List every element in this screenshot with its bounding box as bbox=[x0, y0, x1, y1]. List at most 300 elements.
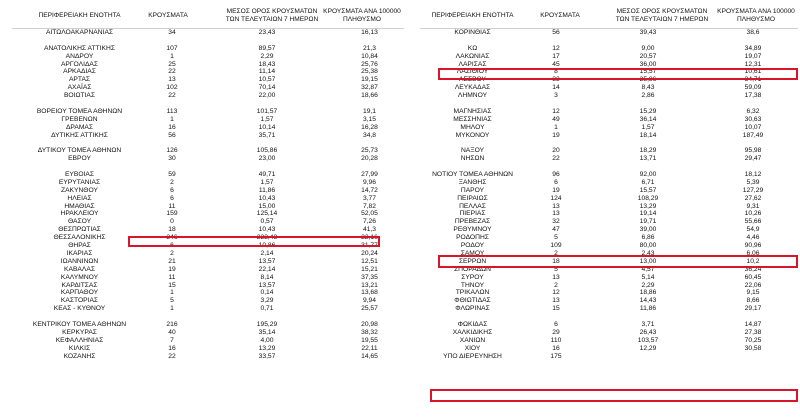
cases-cell: 13 bbox=[552, 297, 560, 305]
cases-cell: 49 bbox=[552, 115, 560, 123]
region-cell: ΗΜΑΘΙΑΣ bbox=[64, 202, 95, 210]
per100k-cell: 7,26 bbox=[362, 218, 377, 226]
spacer-row bbox=[12, 37, 402, 45]
cases-cell: 3 bbox=[554, 92, 558, 100]
region-cell: ΠΙΕΡΙΑΣ bbox=[459, 210, 486, 218]
region-cell: ΘΕΣΣΑΛΟΝΙΚΗΣ bbox=[53, 234, 106, 242]
per100k-cell: 31,77 bbox=[361, 242, 378, 250]
region-cell: ΖΑΚΥΝΘΟΥ bbox=[61, 186, 98, 194]
per100k-cell: 22,11 bbox=[361, 344, 378, 352]
table-row bbox=[12, 92, 402, 100]
avg-cell: 18,86 bbox=[639, 289, 657, 297]
per100k-cell: 25,76 bbox=[361, 60, 378, 68]
table-row bbox=[420, 289, 797, 297]
per100k-cell: 15,21 bbox=[361, 265, 378, 273]
per100k-cell: 38,6 bbox=[746, 29, 760, 36]
table-row bbox=[12, 337, 402, 345]
table-row bbox=[12, 297, 402, 305]
cases-cell: 15 bbox=[552, 305, 560, 313]
header-cases-left: ΚΡΟΥΣΜΑΤΑ bbox=[148, 12, 188, 19]
cases-cell: 6 bbox=[554, 320, 558, 328]
table-row bbox=[12, 329, 402, 337]
cases-cell: 33 bbox=[552, 76, 560, 84]
per100k-cell: 18,66 bbox=[361, 92, 378, 100]
cases-cell: 0 bbox=[170, 218, 174, 226]
avg-cell: 8,43 bbox=[641, 84, 655, 92]
avg-cell: 2,86 bbox=[641, 92, 655, 100]
table-row bbox=[12, 132, 402, 140]
table-row bbox=[12, 218, 402, 226]
table-row bbox=[12, 266, 402, 274]
avg-cell: 33,57 bbox=[258, 352, 276, 360]
region-cell: ΘΕΣΠΡΩΤΙΑΣ bbox=[58, 226, 101, 234]
cases-cell: 2 bbox=[554, 281, 558, 289]
table-row bbox=[12, 147, 402, 155]
avg-cell: 10,43 bbox=[258, 194, 276, 202]
cases-cell: 107 bbox=[166, 44, 178, 52]
region-cell: ΑΡΚΑΔΙΑΣ bbox=[63, 68, 96, 76]
avg-cell: 23,00 bbox=[258, 155, 276, 163]
table-row bbox=[12, 179, 402, 187]
region-cell: ΠΡΕΒΕΖΑΣ bbox=[454, 218, 491, 226]
avg-cell: 13,57 bbox=[258, 257, 276, 265]
table-row bbox=[12, 61, 402, 69]
avg-cell: 35,14 bbox=[258, 328, 276, 336]
table-row bbox=[12, 234, 402, 242]
region-cell: ΦΘΙΩΤΙΔΑΣ bbox=[454, 297, 491, 305]
region-cell: ΛΑΡΙΣΑΣ bbox=[458, 60, 487, 68]
cases-cell: 1 bbox=[170, 115, 174, 123]
region-cell: ΧΙΟΥ bbox=[464, 344, 481, 352]
table-row bbox=[12, 108, 402, 116]
cases-cell: 113 bbox=[166, 107, 178, 115]
region-cell: ΚΟΖΑΝΗΣ bbox=[63, 352, 96, 360]
spacer-row bbox=[420, 37, 797, 45]
table-row bbox=[420, 179, 797, 187]
region-cell: ΚΕΑΣ - ΚΥΘΝΟΥ bbox=[53, 305, 106, 313]
per100k-cell: 6,06 bbox=[746, 249, 760, 257]
table-row bbox=[420, 61, 797, 69]
per100k-cell: 10,2 bbox=[746, 257, 760, 265]
avg-cell: 3,71 bbox=[641, 320, 655, 328]
avg-cell: 36,14 bbox=[639, 115, 657, 123]
cases-cell: 56 bbox=[552, 29, 560, 36]
per100k-cell: 32,87 bbox=[361, 84, 378, 92]
per100k-cell: 127,29 bbox=[742, 186, 764, 194]
region-cell: ΒΟΡΕΙΟΥ ΤΟΜΕΑ ΑΘΗΝΩΝ bbox=[36, 107, 123, 115]
region-cell: ΣΑΜΟΥ bbox=[460, 249, 485, 257]
avg-cell: 101,57 bbox=[256, 107, 278, 115]
per100k-cell: 9,94 bbox=[362, 297, 377, 305]
avg-cell: 5,14 bbox=[641, 273, 655, 281]
per100k-cell: 5,39 bbox=[746, 178, 760, 186]
region-cell: ΑΙΤΩΛΟΑΚΑΡΝΑΝΙΑΣ bbox=[45, 29, 114, 36]
avg-cell: 13,00 bbox=[639, 257, 657, 265]
cases-cell: 6 bbox=[554, 178, 558, 186]
region-cell: ΗΛΕΙΑΣ bbox=[67, 194, 92, 202]
avg-cell: 11,86 bbox=[639, 305, 657, 313]
spacer-row bbox=[420, 163, 797, 171]
cases-cell: 96 bbox=[552, 171, 560, 179]
region-cell: ΛΕΥΚΑΔΑΣ bbox=[454, 84, 491, 92]
avg-cell: 15,57 bbox=[639, 68, 657, 76]
avg-cell: 18,29 bbox=[639, 147, 657, 155]
cases-cell: 21 bbox=[168, 257, 176, 265]
avg-cell: 15,57 bbox=[639, 186, 657, 194]
table-row bbox=[420, 29, 797, 37]
per100k-cell: 14,87 bbox=[744, 320, 762, 328]
per100k-cell: 9,31 bbox=[746, 202, 760, 210]
cases-cell: 5 bbox=[170, 297, 174, 305]
per100k-cell: 27,38 bbox=[744, 328, 762, 336]
table-row bbox=[12, 250, 402, 258]
header-region-right: ΠΕΡΙΦΕΡΕΙΑΚΗ ΕΝΟΤΗΤΑ bbox=[431, 12, 514, 19]
cases-cell: 14 bbox=[552, 84, 560, 92]
per100k-cell: 41,3 bbox=[362, 226, 377, 234]
table-row bbox=[12, 289, 402, 297]
cases-cell: 22 bbox=[552, 155, 560, 163]
cases-cell: 1 bbox=[170, 289, 174, 297]
cases-cell: 29 bbox=[552, 328, 560, 336]
per100k-cell: 9,96 bbox=[362, 178, 377, 186]
per100k-cell: 27,62 bbox=[744, 194, 762, 202]
table-row bbox=[420, 242, 797, 250]
avg-cell: 0,71 bbox=[260, 305, 274, 313]
avg-cell: 13,57 bbox=[258, 281, 276, 289]
region-cell: ΑΝΔΡΟΥ bbox=[65, 52, 94, 60]
table-row bbox=[12, 195, 402, 203]
region-cell: ΑΧΑΪΑΣ bbox=[67, 84, 92, 92]
region-cell: ΛΑΣΙΘΙΟΥ bbox=[456, 68, 489, 76]
cases-cell: 246 bbox=[166, 234, 178, 242]
per100k-cell: 8,66 bbox=[746, 297, 760, 305]
region-cell: ΚΑΒΑΛΑΣ bbox=[64, 265, 95, 273]
table-row bbox=[420, 353, 797, 361]
per100k-cell: 20,28 bbox=[361, 155, 378, 163]
region-cell: ΧΑΝΙΩΝ bbox=[459, 336, 486, 344]
table-row bbox=[420, 187, 797, 195]
cases-cell: 8 bbox=[554, 68, 558, 76]
per100k-cell: 25,73 bbox=[361, 147, 378, 155]
region-cell: ΕΒΡΟΥ bbox=[68, 155, 91, 163]
avg-cell: 222,43 bbox=[256, 234, 278, 242]
per100k-cell: 20,24 bbox=[361, 249, 378, 257]
region-cell: ΔΥΤΙΚΟΥ ΤΟΜΕΑ ΑΘΗΝΩΝ bbox=[37, 147, 122, 155]
table-row bbox=[420, 116, 797, 124]
table-row bbox=[12, 68, 402, 76]
table-row bbox=[420, 132, 797, 140]
avg-cell: 92,00 bbox=[639, 171, 657, 179]
per100k-cell: 60,45 bbox=[744, 273, 762, 281]
spacer-row bbox=[12, 100, 402, 108]
cases-cell: 40 bbox=[168, 328, 176, 336]
avg-cell: 13,29 bbox=[639, 202, 657, 210]
avg-cell: 15,29 bbox=[639, 107, 657, 115]
table-row bbox=[420, 305, 797, 313]
per100k-cell: 10,61 bbox=[744, 68, 762, 76]
per100k-cell: 36,24 bbox=[744, 265, 762, 273]
region-cell: ΛΗΜΝΟΥ bbox=[457, 92, 488, 100]
region-cell: ΑΡΓΟΛΙΔΑΣ bbox=[60, 60, 99, 68]
cases-cell: 216 bbox=[166, 320, 178, 328]
header-avg-right: ΜΕΣΟΣ ΟΡΟΣ ΚΡΟΥΣΜΑΤΩΝ ΤΩΝ ΤΕΛΕΥΤΑΙΩΝ 7 ΗΜΕΡΩΝ bbox=[615, 8, 709, 23]
avg-cell: 13,71 bbox=[639, 155, 657, 163]
cases-cell: 19 bbox=[552, 186, 560, 194]
cases-cell: 13 bbox=[552, 273, 560, 281]
cases-cell: 159 bbox=[166, 210, 178, 218]
spacer-row bbox=[12, 313, 402, 321]
table-row bbox=[12, 353, 402, 361]
per100k-cell: 16,13 bbox=[361, 29, 378, 36]
cases-cell: 19 bbox=[168, 265, 176, 273]
spacer-row bbox=[420, 139, 797, 147]
table-row bbox=[420, 274, 797, 282]
cases-cell: 15 bbox=[168, 281, 176, 289]
per100k-cell: 12,51 bbox=[361, 257, 378, 265]
region-cell: ΓΡΕΒΕΝΩΝ bbox=[61, 115, 98, 123]
avg-cell: 89,57 bbox=[258, 44, 276, 52]
region-cell: ΥΠΟ ΔΙΕΡΕΥΝΗΣΗ bbox=[443, 352, 502, 360]
cases-cell: 13 bbox=[552, 202, 560, 210]
per100k-cell: 30,63 bbox=[744, 115, 762, 123]
avg-cell: 8,14 bbox=[260, 273, 274, 281]
cases-cell: 1 bbox=[170, 52, 174, 60]
avg-cell: 10,57 bbox=[258, 76, 276, 84]
cases-cell: 34 bbox=[168, 29, 176, 36]
avg-cell: 1,57 bbox=[260, 178, 274, 186]
table-row bbox=[12, 321, 402, 329]
avg-cell bbox=[587, 353, 709, 361]
per100k-cell: 13,68 bbox=[361, 289, 378, 297]
avg-cell: 11,86 bbox=[258, 186, 276, 194]
region-cell: ΜΗΛΟΥ bbox=[460, 123, 485, 131]
table-row bbox=[420, 84, 797, 92]
table-row bbox=[12, 242, 402, 250]
region-cell: ΔΡΑΜΑΣ bbox=[65, 123, 94, 131]
per100k-cell: 17,38 bbox=[744, 92, 762, 100]
table-row bbox=[12, 258, 402, 266]
table-row bbox=[12, 116, 402, 124]
per100k-cell: 3,15 bbox=[362, 115, 377, 123]
cases-cell: 13 bbox=[168, 76, 176, 84]
avg-cell: 70,14 bbox=[258, 84, 276, 92]
region-cell: ΕΥΒΟΙΑΣ bbox=[64, 171, 95, 179]
region-cell: ΣΠΟΡΑΔΩΝ bbox=[454, 265, 491, 273]
table-row bbox=[420, 210, 797, 218]
header-cases-right: ΚΡΟΥΣΜΑΤΑ bbox=[540, 12, 580, 19]
spacer-row bbox=[12, 163, 402, 171]
avg-cell: 15,00 bbox=[258, 202, 276, 210]
region-cell: ΚΕΡΚΥΡΑΣ bbox=[62, 328, 97, 336]
cases-cell: 11 bbox=[168, 202, 176, 210]
per100k-cell: 19,1 bbox=[362, 107, 377, 115]
avg-cell: 4,00 bbox=[260, 336, 274, 344]
table-row bbox=[12, 53, 402, 61]
per100k-cell: 20,98 bbox=[361, 320, 378, 328]
region-cell: ΠΑΡΟΥ bbox=[460, 186, 485, 194]
region-cell: ΡΕΘΥΜΝΟΥ bbox=[453, 226, 492, 234]
region-cell: ΣΥΡΟΥ bbox=[461, 273, 484, 281]
avg-cell: 22,00 bbox=[258, 92, 276, 100]
cases-cell: 16 bbox=[168, 344, 176, 352]
region-cell: ΦΛΩΡΙΝΑΣ bbox=[455, 305, 490, 313]
table-row bbox=[420, 195, 797, 203]
cases-cell: 11 bbox=[168, 273, 176, 281]
avg-cell: 2,43 bbox=[641, 249, 655, 257]
cases-cell: 18 bbox=[168, 226, 176, 234]
avg-cell: 22,14 bbox=[258, 265, 276, 273]
table-row bbox=[12, 155, 402, 163]
region-cell: ΜΑΓΝΗΣΙΑΣ bbox=[453, 107, 492, 115]
cases-cell: 7 bbox=[170, 336, 174, 344]
cases-cell: 17 bbox=[552, 52, 560, 60]
cases-cell: 12 bbox=[552, 289, 560, 297]
per100k-cell: 34,8 bbox=[362, 131, 377, 139]
table-row bbox=[12, 274, 402, 282]
table-row bbox=[420, 147, 797, 155]
avg-cell: 0,14 bbox=[260, 289, 274, 297]
region-cell: ΚΙΛΚΙΣ bbox=[68, 344, 91, 352]
per100k-cell: 70,25 bbox=[744, 336, 762, 344]
avg-cell: 103,57 bbox=[637, 336, 659, 344]
region-cell: ΑΡΤΑΣ bbox=[68, 76, 91, 84]
avg-cell: 10,86 bbox=[258, 242, 276, 250]
cases-cell: 20 bbox=[552, 147, 560, 155]
per100k-cell: 25,38 bbox=[361, 68, 378, 76]
table-row bbox=[420, 226, 797, 234]
region-cell: ΚΑΡΠΑΘΟΥ bbox=[60, 289, 99, 297]
avg-cell: 10,43 bbox=[258, 226, 276, 234]
spacer-row bbox=[420, 100, 797, 108]
avg-cell: 39,00 bbox=[639, 226, 657, 234]
region-cell: ΣΕΡΡΩΝ bbox=[458, 257, 487, 265]
per100k-cell: 7,82 bbox=[362, 202, 377, 210]
table-row bbox=[420, 155, 797, 163]
table-row bbox=[420, 250, 797, 258]
per100k-cell: 9,15 bbox=[746, 289, 760, 297]
avg-cell: 19,14 bbox=[639, 210, 657, 218]
table-row bbox=[420, 258, 797, 266]
per100k-cell: 34,71 bbox=[744, 76, 762, 84]
per100k-cell: 19,55 bbox=[361, 336, 378, 344]
right-table bbox=[420, 29, 797, 360]
table-row bbox=[420, 297, 797, 305]
avg-cell: 10,14 bbox=[258, 123, 276, 131]
cases-cell: 6 bbox=[170, 242, 174, 250]
header-avg-left: ΜΕΣΟΣ ΟΡΟΣ ΚΡΟΥΣΜΑΤΩΝ ΤΩΝ ΤΕΛΕΥΤΑΙΩΝ 7 ΗΜΕΡΩΝ bbox=[225, 8, 319, 23]
per100k-cell bbox=[709, 353, 797, 361]
per100k-cell: 34,89 bbox=[744, 44, 762, 52]
region-cell: ΚΑΣΤΟΡΙΑΣ bbox=[60, 297, 99, 305]
table-row bbox=[12, 305, 402, 313]
table-row bbox=[12, 226, 402, 234]
cases-cell: 2 bbox=[554, 249, 558, 257]
region-cell: ΕΥΡΥΤΑΝΙΑΣ bbox=[58, 178, 101, 186]
cases-cell: 102 bbox=[166, 84, 178, 92]
avg-cell: 1,57 bbox=[260, 115, 274, 123]
avg-cell: 12,29 bbox=[639, 344, 657, 352]
cases-cell: 22 bbox=[168, 68, 176, 76]
region-cell: ΒΟΙΩΤΙΑΣ bbox=[63, 92, 96, 100]
region-cell: ΛΑΚΩΝΙΑΣ bbox=[455, 52, 490, 60]
per100k-cell: 16,28 bbox=[361, 123, 378, 131]
per100k-cell: 14,72 bbox=[361, 186, 378, 194]
per100k-cell: 95,98 bbox=[744, 147, 762, 155]
table-row bbox=[420, 282, 797, 290]
table-row bbox=[420, 53, 797, 61]
region-cell: ΚΕΦΑΛΛΗΝΙΑΣ bbox=[55, 336, 104, 344]
region-cell: ΡΟΔΟΠΗΣ bbox=[456, 234, 489, 242]
table-row bbox=[420, 171, 797, 179]
cases-cell: 16 bbox=[552, 344, 560, 352]
per100k-cell: 25,57 bbox=[361, 305, 378, 313]
table-row bbox=[420, 234, 797, 242]
region-cell: ΚΟΡΙΝΘΙΑΣ bbox=[454, 29, 491, 36]
cases-cell: 45 bbox=[552, 60, 560, 68]
table-row bbox=[420, 76, 797, 84]
avg-cell: 2,29 bbox=[260, 52, 274, 60]
table-row bbox=[420, 218, 797, 226]
table-row bbox=[12, 171, 402, 179]
avg-cell: 35,71 bbox=[258, 131, 276, 139]
header-region-left: ΠΕΡΙΦΕΡΕΙΑΚΗ ΕΝΟΤΗΤΑ bbox=[38, 12, 121, 19]
avg-cell: 11,14 bbox=[258, 68, 276, 76]
avg-cell: 0,57 bbox=[260, 218, 274, 226]
per100k-cell: 10,26 bbox=[744, 210, 762, 218]
avg-cell: 26,43 bbox=[639, 328, 657, 336]
per100k-cell: 14,65 bbox=[361, 352, 378, 360]
region-cell: ΤΡΙΚΑΛΩΝ bbox=[455, 289, 490, 297]
spacer-row bbox=[420, 313, 797, 321]
region-cell: ΡΟΔΟΥ bbox=[460, 242, 485, 250]
table-row bbox=[12, 210, 402, 218]
per100k-cell: 54,9 bbox=[746, 226, 760, 234]
avg-cell: 20,57 bbox=[639, 52, 657, 60]
per100k-cell: 29,17 bbox=[744, 305, 762, 313]
per100k-cell: 55,66 bbox=[744, 218, 762, 226]
header-per100k-right: ΚΡΟΥΣΜΑΤΑ ΑΝΑ 100000 ΠΛΗΘΥΣΜΟ bbox=[717, 8, 795, 23]
per100k-cell: 6,32 bbox=[746, 107, 760, 115]
table-row bbox=[12, 345, 402, 353]
left-table bbox=[12, 29, 402, 360]
region-cell: ΝΑΞΟΥ bbox=[460, 147, 485, 155]
cases-cell: 12 bbox=[552, 107, 560, 115]
region-cell: ΑΝΑΤΟΛΙΚΗΣ ΑΤΤΙΚΗΣ bbox=[44, 44, 115, 52]
region-cell: ΝΟΤΙΟΥ ΤΟΜΕΑ ΑΘΗΝΩΝ bbox=[432, 171, 513, 179]
per100k-cell: 37,35 bbox=[361, 273, 378, 281]
per100k-cell: 59,09 bbox=[744, 84, 762, 92]
cases-cell: 2 bbox=[170, 178, 174, 186]
table-row bbox=[420, 45, 797, 53]
table-row bbox=[420, 124, 797, 132]
region-cell: ΚΕΝΤΡΙΚΟΥ ΤΟΜΕΑ ΑΘΗΝΩΝ bbox=[32, 320, 127, 328]
region-cell: ΦΩΚΙΔΑΣ bbox=[457, 320, 488, 328]
region-cell: ΚΩ bbox=[467, 44, 478, 52]
region-cell: ΠΕΙΡΑΙΩΣ bbox=[457, 194, 488, 202]
avg-cell: 18,14 bbox=[639, 131, 657, 139]
avg-cell: 25,86 bbox=[639, 76, 657, 84]
cases-cell: 124 bbox=[550, 194, 562, 202]
table-row bbox=[12, 282, 402, 290]
per100k-cell: 38,32 bbox=[361, 328, 378, 336]
avg-cell: 6,71 bbox=[641, 178, 655, 186]
region-cell: ΚΑΡΔΙΤΣΑΣ bbox=[61, 281, 98, 289]
avg-cell: 125,14 bbox=[256, 210, 278, 218]
avg-cell: 2,14 bbox=[260, 249, 274, 257]
table-row bbox=[420, 266, 797, 274]
avg-cell: 18,43 bbox=[258, 60, 276, 68]
table-row bbox=[420, 345, 797, 353]
